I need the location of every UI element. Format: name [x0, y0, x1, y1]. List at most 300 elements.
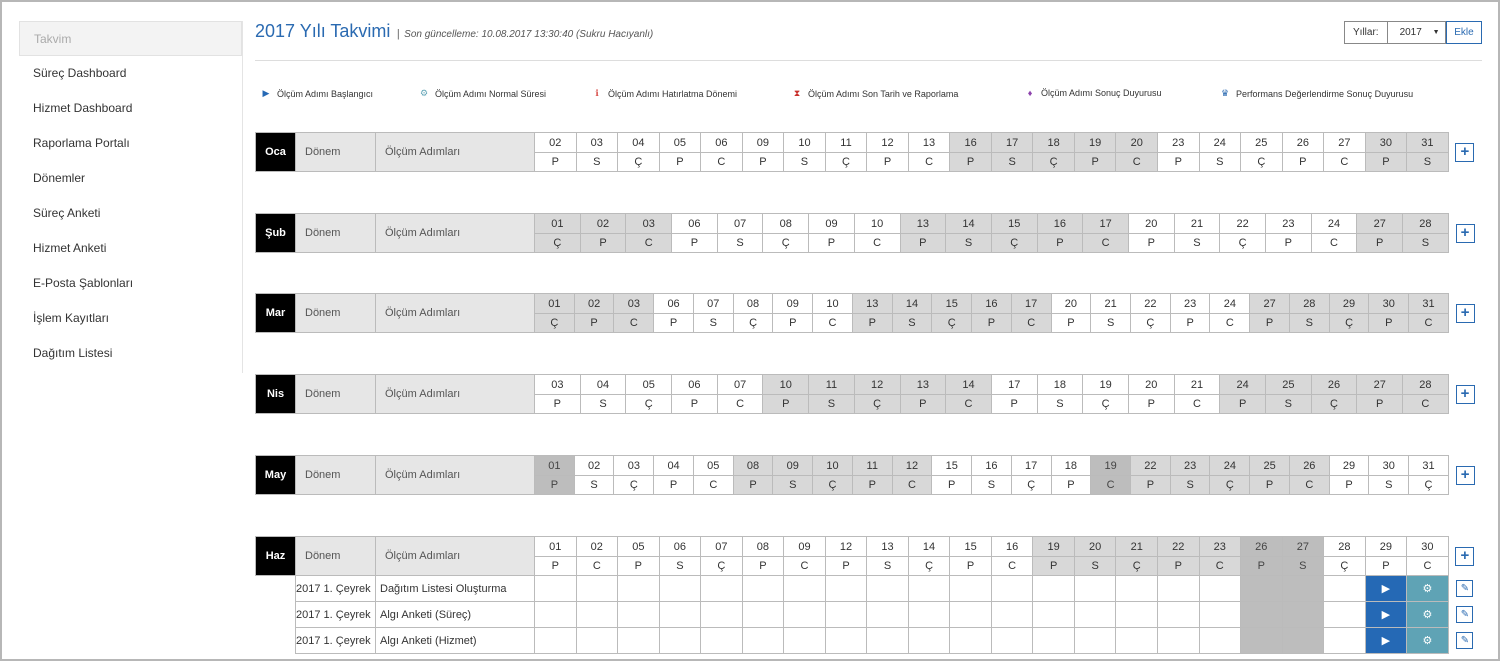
day-number: 16	[1037, 214, 1083, 234]
weekday-letter: S	[867, 557, 909, 576]
year-select[interactable]	[1388, 22, 1445, 43]
day-number: 25	[1241, 133, 1283, 153]
day-number: 13	[900, 375, 946, 395]
legend	[259, 88, 1481, 106]
sidebar-item[interactable]: Raporlama Portalı	[33, 136, 130, 150]
day-number: 15	[932, 456, 972, 476]
weekday-letter: S	[991, 153, 1033, 172]
add-row-cell	[1448, 537, 1481, 576]
weekday-letter: S	[1369, 476, 1409, 495]
calendar-cell	[1241, 576, 1283, 602]
last-update-text: Son güncelleme: 10.08.2017 13:30:40 (Sukru Hacıyanlı)	[404, 29, 654, 40]
day-number: 28	[1403, 375, 1449, 395]
day-number: 30	[1365, 133, 1407, 153]
day-number: 16	[950, 133, 992, 153]
day-number: 08	[733, 294, 773, 314]
day-number: 24	[1220, 375, 1266, 395]
month-table	[255, 132, 1481, 172]
weekday-letter: C	[784, 557, 826, 576]
month-table	[255, 213, 1481, 253]
weekday-letter: P	[535, 476, 575, 495]
calendar-cell	[1199, 576, 1241, 602]
weekday-letter: P	[1250, 314, 1290, 333]
day-number: 23	[1266, 214, 1312, 234]
day-number: 16	[991, 537, 1033, 557]
weekday-letter: C	[1199, 557, 1241, 576]
day-number: 06	[659, 537, 701, 557]
day-number: 12	[867, 133, 909, 153]
day-number: 12	[892, 456, 932, 476]
calendar-cell	[576, 602, 618, 628]
calendar-cell	[576, 576, 618, 602]
day-number: 27	[1250, 294, 1290, 314]
gear-icon: ⚙	[1407, 602, 1449, 628]
weekday-letter: C	[1174, 395, 1220, 414]
day-number: 10	[854, 214, 900, 234]
month-name: Oca	[256, 133, 296, 172]
weekday-letter: P	[733, 476, 773, 495]
legend-item	[1023, 88, 1162, 98]
weekday-letter: P	[1157, 153, 1199, 172]
day-number: 08	[733, 456, 773, 476]
day-number: 18	[1037, 375, 1083, 395]
year-label: Yıllar:	[1345, 22, 1388, 43]
day-number: 05	[693, 456, 733, 476]
weekday-letter: C	[813, 314, 853, 333]
day-number: 02	[576, 537, 618, 557]
edit-cell	[1448, 628, 1481, 654]
weekday-letter: P	[950, 153, 992, 172]
weekday-letter: Ç	[1033, 153, 1075, 172]
day-number: 19	[1074, 133, 1116, 153]
day-number: 26	[1289, 456, 1329, 476]
weekday-letter: P	[763, 395, 809, 414]
weekday-letter: P	[535, 153, 577, 172]
weekday-letter: C	[908, 153, 950, 172]
month-name: Haz	[256, 537, 296, 576]
weekday-letter: C	[626, 234, 672, 253]
steps-header: Ölçüm Adımları	[376, 214, 535, 253]
day-number: 17	[1083, 214, 1129, 234]
sidebar-item[interactable]: E-Posta Şablonları	[33, 276, 134, 290]
legend-label: Ölçüm Adımı Başlangıcı	[277, 88, 374, 99]
calendar-cell	[1324, 602, 1366, 628]
day-number: 15	[932, 294, 972, 314]
calendar-cell	[1157, 576, 1199, 602]
day-number: 19	[1091, 456, 1131, 476]
weekday-letter: P	[654, 314, 694, 333]
weekday-letter: C	[693, 476, 733, 495]
calendar-cell	[784, 628, 826, 654]
day-number: 31	[1407, 133, 1449, 153]
weekday-letter: P	[1074, 153, 1116, 172]
weekday-letter: Ç	[626, 395, 672, 414]
day-number: 13	[852, 294, 892, 314]
calendar-cell	[1116, 576, 1158, 602]
trophy-icon: ♛	[1220, 88, 1230, 98]
weekday-letter: P	[1170, 314, 1210, 333]
day-number: 20	[1116, 133, 1158, 153]
weekday-letter: P	[867, 153, 909, 172]
day-number: 11	[825, 133, 867, 153]
day-number: 09	[773, 294, 813, 314]
sidebar-item[interactable]: İşlem Kayıtları	[33, 311, 110, 325]
weekday-letter: Ç	[1329, 314, 1369, 333]
weekday-letter: P	[1033, 557, 1075, 576]
row-period: 2017 1. Çeyrek	[296, 576, 376, 602]
row-period: 2017 1. Çeyrek	[296, 628, 376, 654]
steps-header: Ölçüm Adımları	[376, 294, 535, 333]
calendar-cell	[742, 602, 784, 628]
calendar-cell	[1074, 602, 1116, 628]
day-number: 20	[1128, 375, 1174, 395]
day-number: 28	[1324, 537, 1366, 557]
gear-icon: ⚙	[1407, 628, 1449, 654]
day-number: 07	[717, 214, 763, 234]
weekday-letter: Ç	[1220, 234, 1266, 253]
day-number: 06	[672, 375, 718, 395]
legend-label: Ölçüm Adımı Son Tarih ve Raporlama	[808, 88, 959, 99]
day-number: 02	[574, 294, 614, 314]
add-row-cell	[1448, 375, 1481, 414]
weekday-letter: Ç	[813, 476, 853, 495]
day-number: 04	[618, 133, 660, 153]
title-separator: |	[396, 28, 400, 40]
day-number: 08	[763, 214, 809, 234]
day-number: 11	[809, 375, 855, 395]
calendar-cell	[950, 602, 992, 628]
weekday-letter: P	[654, 476, 694, 495]
calendar-cell	[535, 628, 577, 654]
day-number: 11	[852, 456, 892, 476]
weekday-letter: P	[1266, 234, 1312, 253]
month-name: May	[256, 456, 296, 495]
calendar-cell	[991, 628, 1033, 654]
weekday-letter: Ç	[908, 557, 950, 576]
day-number: 13	[867, 537, 909, 557]
weekday-letter: S	[1174, 234, 1220, 253]
weekday-letter: C	[946, 395, 992, 414]
plus-icon[interactable]: +	[1456, 385, 1475, 404]
calendar-cell	[867, 628, 909, 654]
weekday-letter: Ç	[535, 234, 581, 253]
play-icon: ▶	[1365, 628, 1407, 654]
weekday-letter: C	[854, 234, 900, 253]
day-number: 15	[991, 214, 1037, 234]
plus-icon[interactable]: +	[1456, 466, 1475, 485]
row-step: Dağıtım Listesi Oluşturma	[376, 576, 535, 602]
day-number: 07	[693, 294, 733, 314]
day-number: 23	[1170, 294, 1210, 314]
weekday-letter: C	[892, 476, 932, 495]
weekday-letter: P	[742, 153, 784, 172]
weekday-letter: P	[1357, 395, 1403, 414]
weekday-letter: S	[1403, 234, 1449, 253]
weekday-letter: C	[1289, 476, 1329, 495]
weekday-letter: P	[618, 557, 660, 576]
day-number: 05	[659, 133, 701, 153]
day-number: 07	[717, 375, 763, 395]
weekday-letter: P	[1051, 476, 1091, 495]
day-number: 05	[618, 537, 660, 557]
calendar-cell	[1116, 602, 1158, 628]
plus-icon[interactable]: +	[1456, 224, 1475, 243]
month-table	[255, 455, 1481, 495]
day-number: 01	[535, 214, 581, 234]
calendar-cell	[1157, 628, 1199, 654]
day-number: 05	[626, 375, 672, 395]
period-header: Dönem	[296, 537, 376, 576]
plus-icon[interactable]: +	[1455, 547, 1474, 566]
day-number: 19	[1033, 537, 1075, 557]
edit-cell	[1448, 602, 1481, 628]
day-number: 08	[742, 537, 784, 557]
period-header: Dönem	[296, 214, 376, 253]
weekday-letter: Ç	[1131, 314, 1171, 333]
calendar-cell	[1324, 628, 1366, 654]
weekday-letter: C	[1011, 314, 1051, 333]
day-number: 09	[742, 133, 784, 153]
edit-icon[interactable]: ✎	[1456, 632, 1473, 649]
day-number: 27	[1324, 133, 1366, 153]
day-number: 01	[535, 294, 575, 314]
day-number: 21	[1174, 214, 1220, 234]
day-number: 06	[654, 294, 694, 314]
day-number: 14	[946, 375, 992, 395]
day-number: 06	[701, 133, 743, 153]
weekday-letter: S	[1091, 314, 1131, 333]
add-button[interactable]: Ekle	[1446, 21, 1482, 44]
weekday-letter: P	[535, 395, 581, 414]
day-number: 17	[991, 133, 1033, 153]
day-number: 18	[1033, 133, 1075, 153]
day-number: 10	[813, 294, 853, 314]
weekday-letter: P	[825, 557, 867, 576]
day-number: 22	[1131, 294, 1171, 314]
add-row-cell	[1448, 294, 1481, 333]
edit-icon[interactable]: ✎	[1456, 606, 1473, 623]
sidebar-item[interactable]: Hizmet Dashboard	[33, 101, 133, 115]
weekday-letter: Ç	[932, 314, 972, 333]
weekday-letter: Ç	[991, 234, 1037, 253]
day-number: 09	[773, 456, 813, 476]
day-number: 12	[854, 375, 900, 395]
weekday-letter: S	[773, 476, 813, 495]
weekday-letter: C	[701, 153, 743, 172]
weekday-letter: Ç	[1116, 557, 1158, 576]
calendar-cell	[991, 602, 1033, 628]
calendar-cell	[535, 602, 577, 628]
calendar-cell	[825, 628, 867, 654]
weekday-letter: Ç	[1241, 153, 1283, 172]
weekday-letter: P	[659, 153, 701, 172]
day-number: 17	[991, 375, 1037, 395]
weekday-letter: Ç	[1011, 476, 1051, 495]
page-title: 2017 Yılı Takvimi	[255, 21, 391, 41]
legend-label: Performans Değerlendirme Sonuç Duyurusu	[1236, 88, 1414, 99]
weekday-letter: S	[809, 395, 855, 414]
weekday-letter: Ç	[701, 557, 743, 576]
sidebar-item[interactable]: Süreç Dashboard	[33, 66, 127, 80]
weekday-letter: S	[946, 234, 992, 253]
play-icon: ▶	[1365, 576, 1407, 602]
weekday-letter: S	[892, 314, 932, 333]
weekday-letter: Ç	[1311, 395, 1357, 414]
calendar-cell	[1282, 576, 1324, 602]
calendar-cell	[701, 628, 743, 654]
day-number: 07	[701, 537, 743, 557]
day-number: 10	[763, 375, 809, 395]
edit-icon[interactable]: ✎	[1456, 580, 1473, 597]
weekday-letter: C	[1409, 314, 1449, 333]
sidebar-item[interactable]: Süreç Anketi	[33, 206, 101, 220]
row-period: 2017 1. Çeyrek	[296, 602, 376, 628]
row-spacer	[256, 628, 296, 654]
calendar-cell	[950, 576, 992, 602]
day-number: 09	[809, 214, 855, 234]
weekday-letter: C	[991, 557, 1033, 576]
weekday-letter: S	[1199, 153, 1241, 172]
calendar-cell	[1116, 628, 1158, 654]
weekday-letter: P	[852, 476, 892, 495]
calendar-cell	[950, 628, 992, 654]
day-number: 26	[1311, 375, 1357, 395]
calendar-cell	[1157, 602, 1199, 628]
steps-header: Ölçüm Adımları	[376, 537, 535, 576]
weekday-letter: S	[717, 234, 763, 253]
steps-header: Ölçüm Adımları	[376, 375, 535, 414]
day-number: 16	[972, 294, 1012, 314]
weekday-letter: S	[1074, 557, 1116, 576]
weekday-letter: P	[852, 314, 892, 333]
edit-cell	[1448, 576, 1481, 602]
plus-icon[interactable]: +	[1455, 143, 1474, 162]
year-value: 2017	[1399, 27, 1422, 38]
calendar-cell	[1324, 576, 1366, 602]
day-number: 31	[1409, 456, 1449, 476]
steps-header: Ölçüm Adımları	[376, 133, 535, 172]
weekday-letter: Ç	[535, 314, 575, 333]
day-number: 29	[1329, 456, 1369, 476]
day-number: 20	[1051, 294, 1091, 314]
day-number: 21	[1174, 375, 1220, 395]
legend-label: Ölçüm Adımı Normal Süresi	[435, 88, 547, 99]
weekday-letter: S	[1407, 153, 1449, 172]
steps-header: Ölçüm Adımları	[376, 456, 535, 495]
day-number: 04	[654, 456, 694, 476]
weekday-letter: P	[1357, 234, 1403, 253]
weekday-letter: Ç	[618, 153, 660, 172]
day-number: 14	[892, 294, 932, 314]
weekday-letter: P	[1157, 557, 1199, 576]
day-number: 26	[1282, 133, 1324, 153]
calendar-cell	[908, 576, 950, 602]
day-number: 27	[1282, 537, 1324, 557]
sidebar-item[interactable]: Dağıtım Listesi	[33, 346, 113, 360]
sidebar-item[interactable]: Dönemler	[33, 171, 86, 185]
calendar-cell	[1199, 628, 1241, 654]
weekday-letter: S	[659, 557, 701, 576]
weekday-letter: C	[1210, 314, 1250, 333]
day-number: 03	[576, 133, 618, 153]
weekday-letter: C	[1324, 153, 1366, 172]
day-number: 06	[672, 214, 718, 234]
day-number: 03	[614, 294, 654, 314]
weekday-letter: P	[972, 314, 1012, 333]
calendar-cell	[1033, 628, 1075, 654]
day-number: 26	[1241, 537, 1283, 557]
gear-icon: ⚙	[419, 88, 429, 98]
weekday-letter: P	[1369, 314, 1409, 333]
weekday-letter: P	[900, 234, 946, 253]
weekday-letter: Ç	[1083, 395, 1129, 414]
period-header: Dönem	[296, 294, 376, 333]
calendar-cell	[701, 576, 743, 602]
weekday-letter: S	[972, 476, 1012, 495]
weekday-letter: C	[1116, 153, 1158, 172]
sidebar-item[interactable]: Hizmet Anketi	[33, 241, 107, 255]
calendar-cell	[1241, 602, 1283, 628]
day-number: 14	[946, 214, 992, 234]
day-number: 23	[1170, 456, 1210, 476]
day-number: 21	[1091, 294, 1131, 314]
weekday-letter: S	[693, 314, 733, 333]
day-number: 14	[908, 537, 950, 557]
day-number: 24	[1199, 133, 1241, 153]
day-number: 30	[1369, 294, 1409, 314]
day-number: 22	[1220, 214, 1266, 234]
day-number: 16	[972, 456, 1012, 476]
plus-icon[interactable]: +	[1456, 304, 1475, 323]
weekday-letter: S	[580, 395, 626, 414]
play-icon: ▶	[262, 88, 270, 98]
weekday-letter: Ç	[614, 476, 654, 495]
legend-item	[590, 88, 737, 99]
day-number: 01	[535, 456, 575, 476]
weekday-letter: P	[1241, 557, 1283, 576]
weekday-letter: C	[1407, 557, 1449, 576]
weekday-letter: P	[809, 234, 855, 253]
weekday-letter: P	[1037, 234, 1083, 253]
calendar-cell	[1074, 628, 1116, 654]
day-number: 27	[1357, 375, 1403, 395]
legend-label: Ölçüm Adımı Hatırlatma Dönemi	[608, 88, 738, 99]
weekday-letter: C	[1091, 476, 1131, 495]
weekday-letter: Ç	[1324, 557, 1366, 576]
calendar-cell	[618, 628, 660, 654]
calendar-cell	[908, 628, 950, 654]
weekday-letter: C	[1311, 234, 1357, 253]
sidebar-item[interactable]: Takvim	[19, 21, 242, 56]
weekday-letter: P	[742, 557, 784, 576]
calendar-cell	[659, 576, 701, 602]
weekday-letter: P	[1131, 476, 1171, 495]
legend-item	[417, 88, 546, 99]
day-number: 13	[900, 214, 946, 234]
weekday-letter: P	[672, 395, 718, 414]
month-name: Mar	[256, 294, 296, 333]
weekday-letter: C	[576, 557, 618, 576]
calendar-cell	[908, 602, 950, 628]
day-number: 30	[1369, 456, 1409, 476]
calendar-cell	[1074, 576, 1116, 602]
calendar-cell	[1282, 628, 1324, 654]
year-selector	[1344, 21, 1446, 44]
weekday-letter: P	[900, 395, 946, 414]
weekday-letter: P	[1365, 557, 1407, 576]
period-header: Dönem	[296, 375, 376, 414]
sidebar	[19, 21, 243, 373]
